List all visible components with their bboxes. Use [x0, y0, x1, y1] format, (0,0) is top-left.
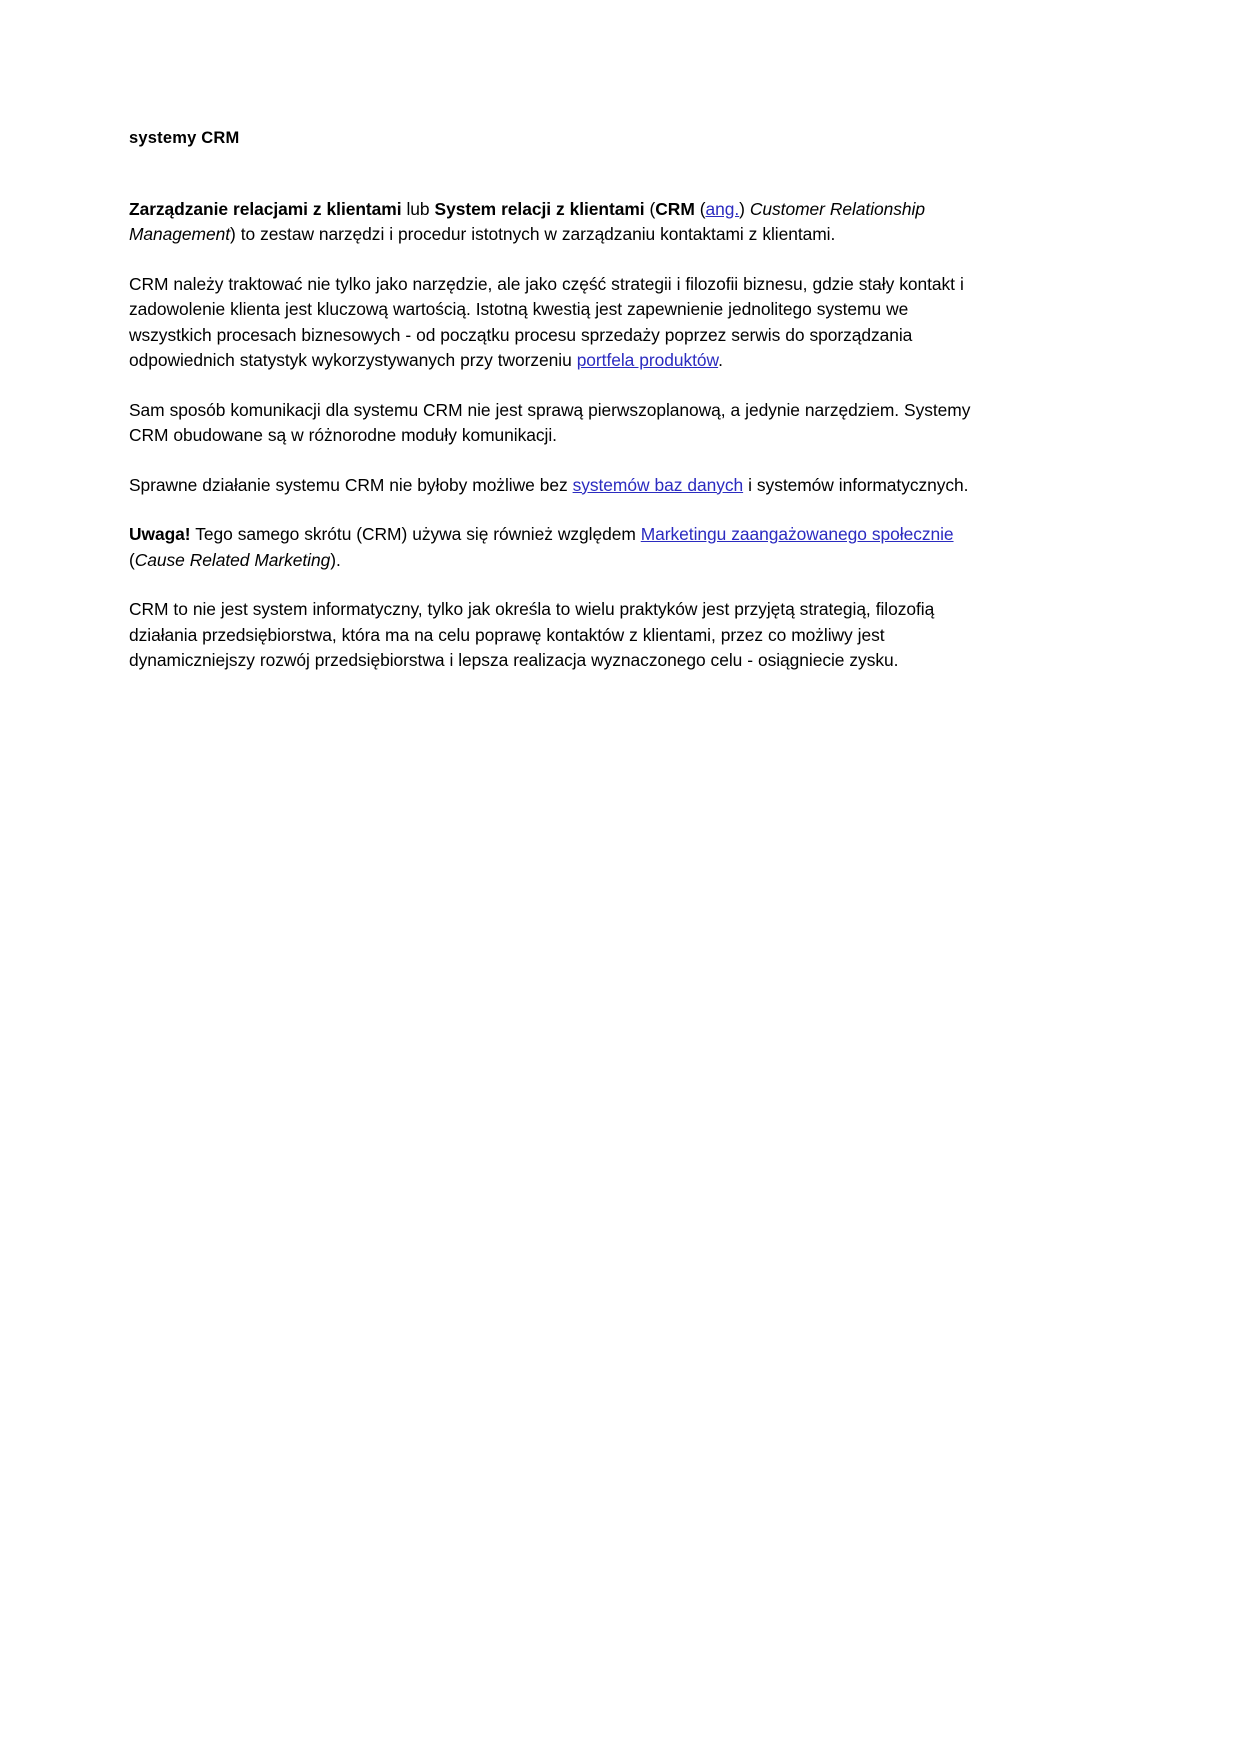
bold-text: Uwaga!	[129, 524, 191, 545]
text-run: Tego samego skrótu (CRM) używa się również względem	[190, 524, 641, 545]
text-run: .	[718, 350, 723, 371]
italic-text: Customer Relationship Management	[129, 198, 925, 245]
paragraph-list	[129, 197, 974, 674]
text-run: Sam sposób komunikacji dla systemu CRM nie jest sprawą pierwszoplanową, a jedynie narzędziem. Systemy CRM obudowane są w różnorodne moduły komunikacji.	[129, 399, 971, 446]
paragraph-p3	[129, 398, 974, 449]
text-run: lub	[401, 198, 435, 219]
document-body	[129, 128, 974, 674]
paragraph-p6	[129, 597, 974, 674]
page-title: systemy CRM	[129, 129, 240, 147]
text-run: )	[739, 198, 750, 219]
text-run: ).	[330, 549, 341, 570]
hyperlink[interactable]: ang.	[705, 198, 740, 219]
text-run: CRM to nie jest system informatyczny, tylko jak określa to wielu praktyków jest przyjętą strategią, filozofią działania przedsiębiorstwa, która ma na celu poprawę kontaktów z klientami, przez co możliwy jest dynamiczniejszy rozwój przedsiębiorstwa i lepsza realizacja wyznaczonego celu - osiągniecie zysku.	[129, 599, 935, 671]
paragraph-p5	[129, 522, 974, 573]
paragraph-p1	[129, 197, 974, 248]
text-run: (	[644, 198, 656, 219]
hyperlink[interactable]: Marketingu zaangażowanego społecznie	[640, 524, 954, 545]
bold-text: System relacji z klientami	[434, 198, 645, 219]
paragraph-p2	[129, 272, 974, 374]
text-run: Sprawne działanie systemu CRM nie byłoby możliwe bez	[129, 474, 573, 495]
bold-text: Zarządzanie relacjami z klientami	[129, 198, 402, 219]
text-run: CRM należy traktować nie tylko jako narzędzie, ale jako część strategii i filozofii biznesu, gdzie stały kontakt i zadowolenie klienta jest kluczową wartością. Istotną kwestią jest zapewnienie jednolitego systemu we wszystkich procesach biznesowych - od początku procesu sprzedaży poprzez serwis do sporządzania odpowiednich statystyk wykorzystywanych przy tworzeniu	[129, 273, 964, 371]
bold-text: CRM	[655, 198, 695, 219]
text-run: (	[129, 549, 135, 570]
italic-text: Cause Related Marketing	[134, 549, 331, 570]
hyperlink[interactable]: portfela produktów	[576, 350, 719, 371]
text-run: (	[694, 198, 706, 219]
hyperlink[interactable]: systemów baz danych	[572, 474, 744, 495]
paragraph-p4	[129, 473, 974, 499]
text-run: ) to zestaw narzędzi i procedur istotnych w zarządzaniu kontaktami z klientami.	[230, 224, 836, 245]
text-run: i systemów informatycznych.	[743, 474, 969, 495]
